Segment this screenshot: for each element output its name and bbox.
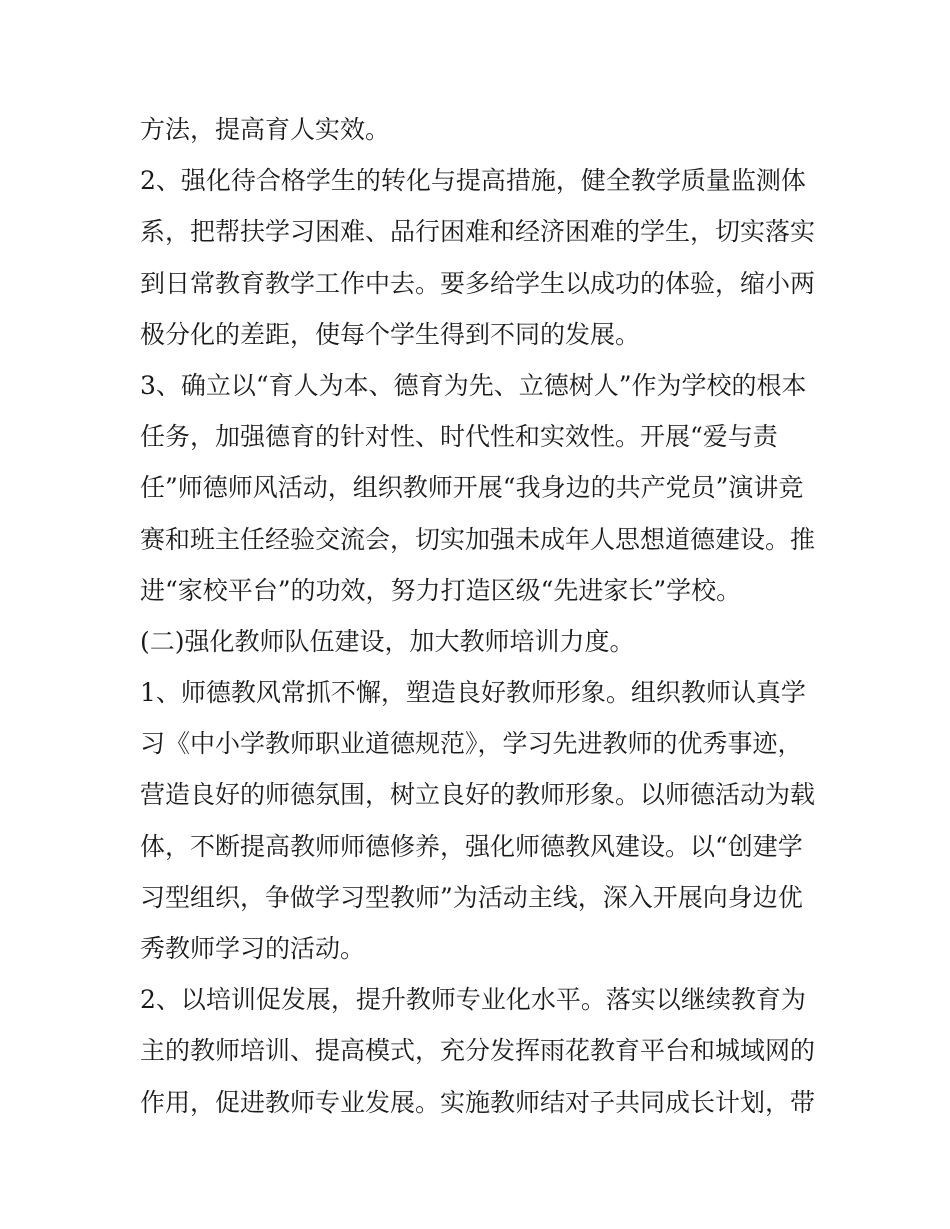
text-line: 体，不断提高教师师德修养，强化师德教风建设。以“创建学 (140, 831, 803, 861)
text-line: 极分化的差距，使每个学生得到不同的发展。 (140, 319, 641, 349)
text-line: 1、师德教风常抓不懈，塑造良好教师形象。组织教师认真学 (140, 678, 806, 708)
text-line: 系，把帮扶学习困难、品行困难和经济困难的学生，切实落实 (140, 217, 816, 247)
text-line: 秀教师学习的活动。 (140, 934, 366, 963)
text-line: 主的教师培训、提高模式，充分发挥雨花教育平台和城域网的 (140, 1036, 816, 1066)
text-line: 营造良好的师德氛围，树立良好的教师形象。以师德活动为载 (140, 780, 816, 810)
text-line: 作用，促进教师专业发展。实施教师结对子共同成长计划，带 (140, 1087, 816, 1117)
text-line: 习《中小学教师职业道德规范》，学习先进教师的优秀事迹， (140, 729, 803, 759)
text-line: 3、确立以“育人为本、德育为先、立德树人”作为学校的根本 (140, 370, 807, 400)
text-line: 到日常教育教学工作中去。要多给学生以成功的体验，缩小两 (140, 268, 816, 298)
section-heading: (二)强化教师队伍建设，加大教师培训力度。 (140, 626, 635, 656)
text-line: 任务，加强德育的针对性、时代性和实效性。开展“爱与责 (140, 422, 778, 452)
text-line: 2、强化待合格学生的转化与提高措施，健全教学质量监测体 (140, 166, 806, 196)
text-line: 方法，提高育人实效。 (140, 115, 391, 144)
text-line: 进“家校平台”的功效，努力打造区级“先进家长”学校。 (140, 575, 742, 605)
text-line: 习型组织，争做学习型教师”为活动主线，深入开展向身边优 (140, 882, 803, 912)
text-line: 任”师德师风活动，组织教师开展“我身边的共产党员”演讲竞 (140, 473, 804, 503)
text-line: 赛和班主任经验交流会，切实加强未成年人思想道德建设。推 (140, 524, 816, 554)
document-body-text (140, 104, 820, 1128)
text-line: 2、以培训促发展，提升教师专业化水平。落实以继续教育为 (140, 985, 806, 1015)
